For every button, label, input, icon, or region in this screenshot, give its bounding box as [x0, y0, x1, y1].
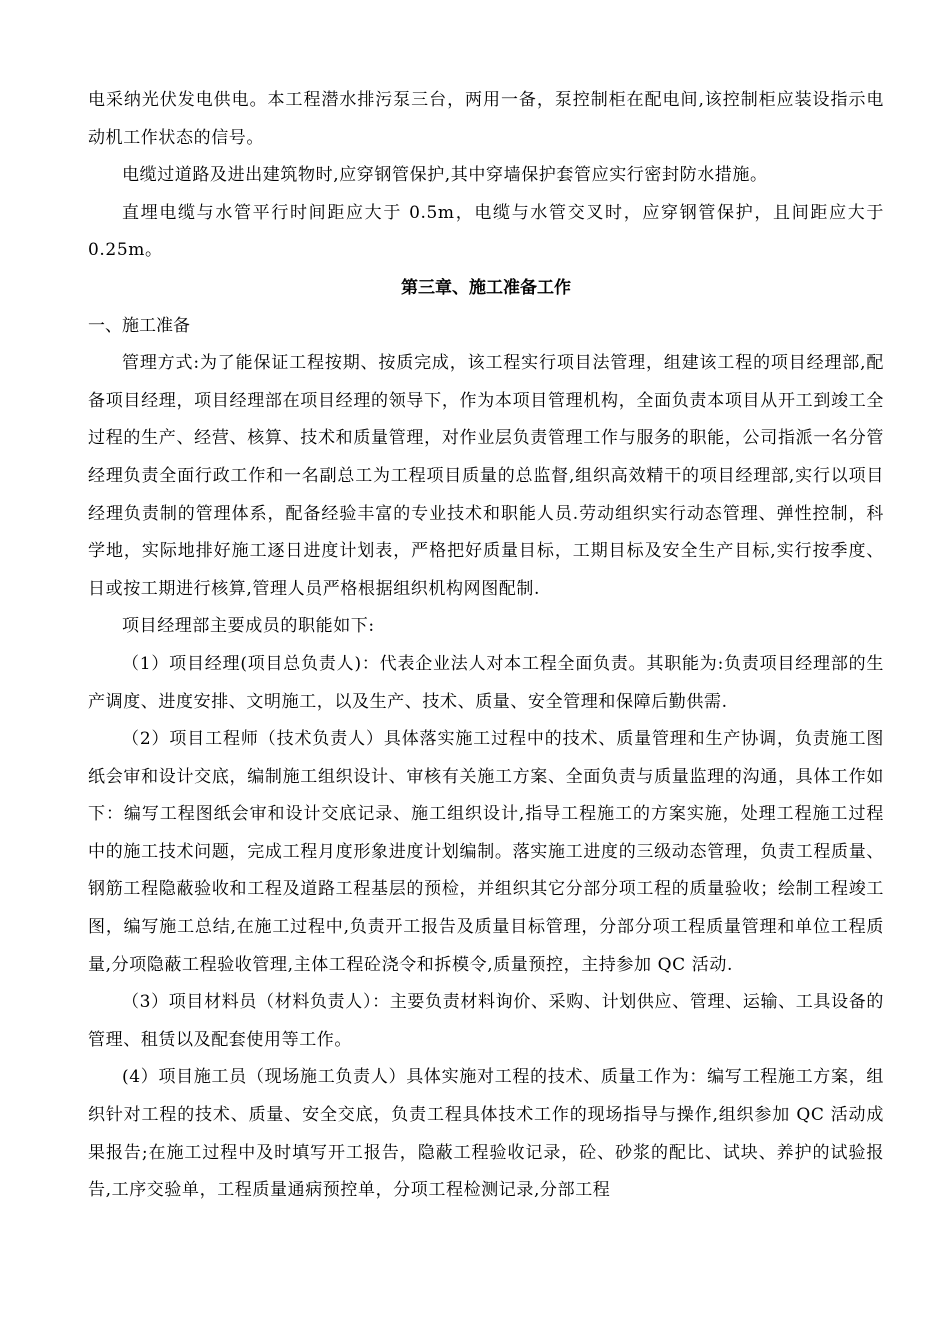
body-paragraph-project-manager: （1）项目经理(项目总负责人)：代表企业法人对本工程全面负责。其职能为:负责项目经理部的生产调度、进度安排、文明施工，以及生产、技术、质量、安全管理和保障后勤供需. — [88, 653, 884, 712]
document-page — [88, 82, 884, 1210]
body-paragraph-materials: （3）项目材料员（材料负责人）：主要负责材料询价、采购、计划供应、管理、运输、工具设备的管理、租赁以及配套使用等工作。 — [88, 992, 884, 1050]
intro-paragraph-2: 电缆过道路及进出建筑物时,应穿钢管保护,其中穿墙保护套管应实行密封防水措施。 — [122, 165, 768, 186]
body-paragraph-project-engineer: （2）项目工程师（技术负责人）具体落实施工过程中的技术、质量管理和生产协调，负责施工图纸会审和设计交底，编制施工组织设计、审核有关施工方案、全面负责与质量监理的沟通，具体工作如下：编写工程图纸会审和设计交底记录、施工组织设计,指导工程施工的方案实施，处理工程施工过程中的施工技术问题，完成工程月度形象进度计划编制。落实施工进度的三级动态管理，负责工程质量、钢筋工程隐蔽验收和工程及道路工程基层的预检，并组织其它分部分项工程的质量验收；绘制工程竣工图，编写施工总结,在施工过程中,负责开工报告及质量目标管理，分部分项工程质量管理和单位工程质量,分项隐蔽工程验收管理,主体工程砼浇令和拆模令,质量预控，主持参加 QC 活动. — [88, 729, 884, 975]
body-paragraph-site-constructor: (4）项目施工员（现场施工负责人）具体实施对工程的技术、质量工作为：编写工程施工方案，组织针对工程的技术、质量、安全交底，负责工程具体技术工作的现场指导与操作,组织参加 QC 活动成果报告;在施工过程中及时填写开工报告，隐蔽工程验收记录，砼、砂浆的配比、试块、养护的试验报告,工序交验单，工程质量通病预控单，分项工程检测记录,分部工程 — [88, 1067, 884, 1201]
intro-paragraph-1: 电采纳光伏发电供电。本工程潜水排污泵三台，两用一备，泵控制柜在配电间,该控制柜应装设指示电动机工作状态的信号。 — [88, 90, 884, 148]
body-paragraph-members-intro: 项目经理部主要成员的职能如下: — [122, 616, 375, 637]
body-paragraph-management: 管理方式:为了能保证工程按期、按质完成，该工程实行项目法管理，组建该工程的项目经理部,配备项目经理，项目经理部在项目经理的领导下，作为本项目管理机构，全面负责本项目从开工到竣工全过程的生产、经营、核算、技术和质量管理，对作业层负责管理工作与服务的职能，公司指派一名分管经理负责全面行政工作和一名副总工为工程项目质量的总监督,组织高效精干的项目经理部,实行以项目经理负责制的管理体系，配备经验丰富的专业技术和职能人员.劳动组织实行动态管理、弹性控制，科学地，实际地排好施工逐日进度计划表，严格把好质量目标，工期目标及安全生产目标,实行按季度、日或按工期进行核算,管理人员严格根据组织机构网图配制. — [88, 353, 884, 599]
intro-paragraph-3: 直埋电缆与水管平行时间距应大于 0.5m，电缆与水管交叉时，应穿钢管保护，且间距应大于 0.25m。 — [88, 202, 884, 261]
chapter-title: 第三章、施工准备工作 — [401, 277, 571, 298]
section-title: 一、施工准备 — [88, 315, 190, 336]
